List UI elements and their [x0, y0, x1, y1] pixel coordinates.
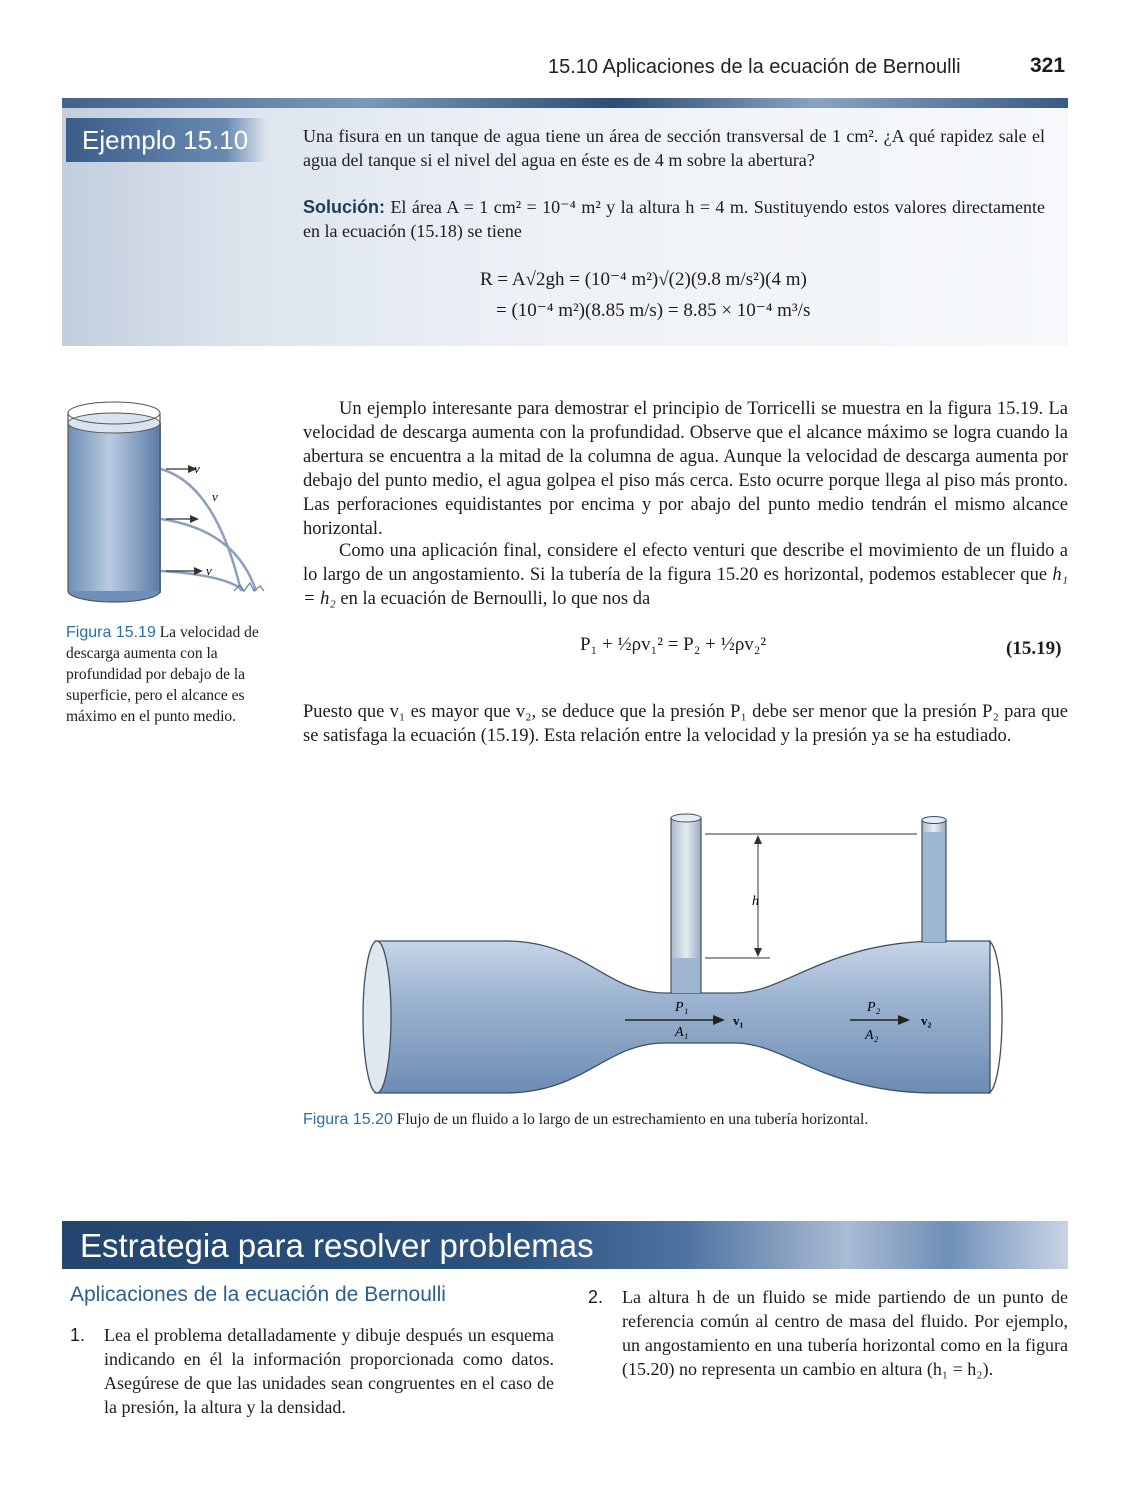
paragraph-venturi — [303, 539, 1068, 611]
paragraph-torricelli: Un ejemplo interesante para demostrar el principio de Torricelli se muestra en la figura 15.19. La velocidad de descarga aumenta con la profundidad. Observe que el alcance máximo se logra cuando la abertura se encuentra a la mitad de la columna de agua. Aunque la velocidad de descarga aumenta por debajo del punto medio, el agua golpea el piso más cerca. Esto ocurre porque llega al piso más pronto. Las perforaciones equidistantes por encima y por abajo del punto medio tendrán el mismo alcance horizontal. — [303, 399, 1068, 539]
equation-15-19: P₁ + ½ρv₁² = P₂ + ½ρv₂² — [580, 634, 767, 655]
height-label: h — [752, 894, 759, 909]
jet-middle — [161, 519, 256, 591]
running-header: 15.10 Aplicaciones de la ecuación de Bernoulli — [548, 56, 961, 78]
figure-15-20-caption — [303, 1111, 868, 1129]
example-problem: Una fisura en un tanque de agua tiene un área de sección transversal de 1 cm². ¿A qué rapidez sale el agua del tanque si el nivel del agua en éste es de 4 m sobre la abertura? — [303, 126, 1045, 170]
figure-15-20-caption-text: Flujo de un fluido a lo largo de un estrechamiento en una tubería horizontal. — [396, 1111, 869, 1128]
equation-number: (15.19) — [1006, 638, 1062, 659]
strategy-step-1 — [70, 1323, 554, 1419]
pipe-opening-left — [363, 941, 391, 1093]
label-a1: A₁ — [675, 1025, 689, 1040]
strategy-subtitle: Aplicaciones de la ecuación de Bernoulli — [70, 1283, 446, 1306]
paragraph-venturi-text: Como una aplicación final, considere el efecto venturi que describe el movimiento de un fluido a lo largo de un angostamiento. Si la tubería de la figura 15.20 es horizontal, podemos establecer que — [303, 541, 1068, 585]
velocity-label-middle: v — [212, 489, 218, 504]
step-number: 2. — [588, 1287, 604, 1307]
tank-water — [68, 423, 161, 593]
paragraph-venturi-equality: h₁ = h₂ — [303, 565, 1068, 609]
solution-text: El área A = 1 cm² = 10⁻⁴ m² y la altura h = 4 m. Sustituyendo estos valores directamente en la ecuación (15.18) se tiene — [303, 197, 1045, 241]
label-v2: v₂ — [921, 1013, 932, 1028]
tank-figure — [66, 395, 281, 610]
figure-15-19-label: Figura 15.19 — [66, 624, 156, 641]
velocity-label-bottom: v — [206, 563, 212, 578]
arrowhead-icon — [190, 515, 199, 523]
tube-2-top — [922, 817, 946, 824]
label-a2: A₂ — [865, 1028, 879, 1043]
tube-1-fluid — [672, 958, 700, 993]
figure-15-19-caption — [66, 622, 266, 727]
step-text: La altura h de un fluido se mide partiendo de un punto de referencia común al centro de masa del fluido. Por ejemplo, un angostamiento en una tubería horizontal como en la figura (15.20) no representa un cambio en altura (h₁ = h₂). — [622, 1287, 1068, 1379]
step-number: 1. — [70, 1325, 86, 1345]
figure-15-19-caption-text: La velocidad de descarga aumenta con la profundidad por debajo de la superficie, pero el alcance es máximo en el punto medio. — [66, 624, 259, 725]
velocity-label-top: v — [194, 461, 200, 476]
paragraph-pressure: Puesto que v₁ es mayor que v₂, se deduce que la presión P₁ debe ser menor que la presión P₂ para que se satisfaga la ecuación (15.19). Esta relación entre la velocidad y la presión ya se ha estudiado. — [303, 702, 1068, 746]
tank-bottom — [68, 591, 160, 602]
water-surface — [68, 413, 160, 433]
example-solution — [303, 195, 1045, 243]
arrowhead-down-icon — [754, 948, 762, 957]
step-text: Lea el problema detalladamente y dibuje después un esquema indicando en él la información proporcionada como datos. Asegúrese de que las unidades sean congruentes en el caso de la presión, la altura y la densidad. — [104, 1325, 554, 1417]
example-band-stripe — [62, 98, 1068, 108]
tube-2-fluid — [923, 832, 945, 942]
example-label: Ejemplo 15.10 — [66, 118, 266, 162]
strategy-title: Estrategia para resolver problemas — [80, 1227, 594, 1264]
venturi-figure — [355, 808, 1005, 1108]
tube-1-top — [671, 814, 701, 822]
strategy-step-2 — [588, 1285, 1068, 1381]
paragraph-venturi-end: en la ecuación de Bernoulli, lo que nos da — [340, 589, 651, 609]
page-number: 321 — [1030, 54, 1066, 77]
example-equation-line2: = (10⁻⁴ m²)(8.85 m/s) = 8.85 × 10⁻⁴ m³/s — [496, 300, 811, 321]
label-p2: P₂ — [867, 1000, 881, 1015]
label-v1: v₁ — [733, 1013, 744, 1028]
jet-bottom — [161, 571, 244, 591]
label-p1: P₁ — [675, 1000, 689, 1015]
figure-15-20-label: Figura 15.20 — [303, 1111, 393, 1128]
example-equation-line1: R = A√2gh = (10⁻⁴ m²)√(2)(9.8 m/s²)(4 m) — [480, 269, 807, 290]
solution-label: Solución: — [303, 197, 385, 217]
arrowhead-up-icon — [754, 835, 762, 844]
